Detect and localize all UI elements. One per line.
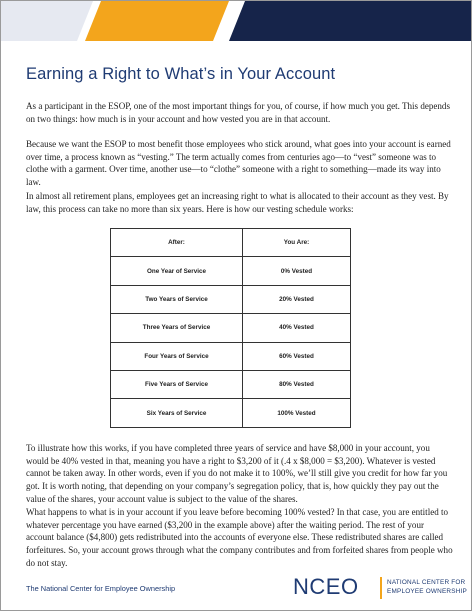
- vested-cell: 80% Vested: [243, 370, 351, 398]
- service-cell: One Year of Service: [111, 257, 243, 285]
- vested-cell: 60% Vested: [243, 342, 351, 370]
- forfeiture-paragraph: What happens to what is in your account if you leave before becoming 100% vested? In that case, you are entitled to whatever percentage you have earned ($3,200 in the example above) after the waiting period. The rest of your account balance ($4,800) gets redistributed into the accounts of everyone else. These redistributed shares are called forfeitures. So, your account grows through what the company contributes and from forfeited shares from people who do not stay.: [26, 507, 453, 568]
- schedule-intro-paragraph: In almost all retirement plans, employees get an increasing right to what is allocated to their account as they vest. By law, this process can take no more than six years. Here is how our vesting schedule works:: [26, 191, 449, 214]
- vested-cell: 40% Vested: [243, 314, 351, 342]
- header-after: After:: [111, 229, 243, 257]
- example-paragraph: To illustrate how this works, if you have completed three years of service and have $8,000 in your account, you would be 40% vested in that, meaning you have a right to $3,200 of it (.4 x $8,000 = $3,200). Whatever is vested cannot be taken away. In other words, even if you do not make it to 100%, we’ll still give you credit for how far you got. It is worth noting, that depending on your company’s segregation policy, that is, how quickly they pay out the value of the shares, your account value is subject to the value of the shares.: [26, 443, 448, 504]
- vesting-definition-paragraph: Because we want the ESOP to most benefit those employees who stick around, what goes into your account is earned over time, a process known as “vesting.” The term actually comes from centuries ago—to “vest” someone was to clothe with a garment. Over time, another use—to “clothe” someone with a right to something—made its way into law.: [26, 139, 451, 188]
- vesting-schedule-table: [110, 228, 351, 428]
- header-banner: [1, 1, 471, 41]
- logo-tagline-line2: EMPLOYEE OWNERSHIP: [387, 588, 467, 595]
- vested-cell: 100% Vested: [243, 399, 351, 427]
- vested-cell: 20% Vested: [243, 285, 351, 313]
- page-title: Earning a Right to What’s in Your Account: [26, 65, 336, 83]
- intro-paragraph: As a participant in the ESOP, one of the most important things for you, of course, if how much you get. This depends on two things: how much is in your account and how vested you are in that account.: [26, 101, 450, 124]
- logo-tagline-line1: NATIONAL CENTER FOR: [387, 579, 466, 586]
- service-cell: Five Years of Service: [111, 370, 243, 398]
- table-header-row: [111, 229, 351, 257]
- table-row: [111, 285, 351, 313]
- logo-wordmark: NCEO: [293, 574, 359, 599]
- header-banner-graphic: [1, 1, 471, 41]
- table-row: [111, 342, 351, 370]
- header-you-are: You Are:: [243, 229, 351, 257]
- service-cell: Six Years of Service: [111, 399, 243, 427]
- service-cell: Two Years of Service: [111, 285, 243, 313]
- footer-organization-text: The National Center for Employee Ownership: [26, 584, 176, 593]
- vested-cell: 0% Vested: [243, 257, 351, 285]
- table-row: [111, 399, 351, 427]
- service-cell: Three Years of Service: [111, 314, 243, 342]
- table-row: [111, 314, 351, 342]
- table-row: [111, 257, 351, 285]
- service-cell: Four Years of Service: [111, 342, 243, 370]
- table-row: [111, 370, 351, 398]
- logo-divider: [380, 577, 382, 599]
